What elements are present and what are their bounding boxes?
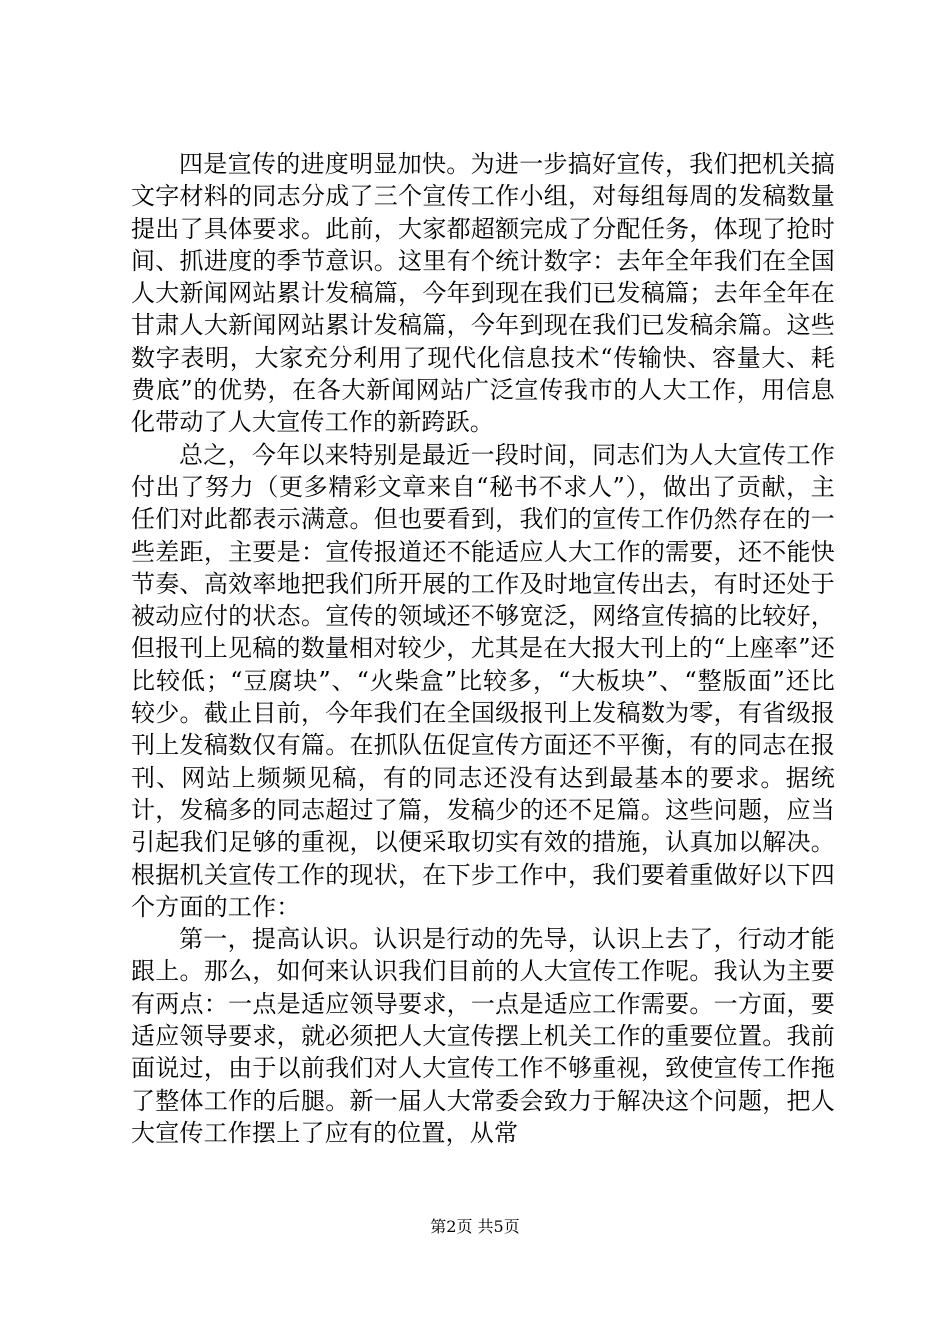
document-body <box>131 148 835 1149</box>
paragraph-summary: 总之，今年以来特别是最近一段时间，同志们为人大宣传工作付出了努力（更多精彩文章来自“秘书不求人”），做出了贡献，主任们对此都表示满意。但也要看到，我们的宣传工作仍然存在的一些差距，主要是：宣传报道还不能适应人大工作的需要，还不能快节奏、高效率地把我们所开展的工作及时地宣传出去，有时还处于被动应付的状态。宣传的领域还不够宽泛，网络宣传搞的比较好，但报刊上见稿的数量相对较少，尤其是在大报大刊上的“上座率”还比较低；“豆腐块”、“火柴盒”比较多，“大板块”、“整版面”还比较少。截止目前，今年我们在全国级报刊上发稿数为零，有省级报刊上发稿数仅有篇。在抓队伍促宣传方面还不平衡，有的同志在报刊、网站上频频见稿，有的同志还没有达到最基本的要求。据统计，发稿多的同志超过了篇，发稿少的还不足篇。这些问题，应当引起我们足够的重视，以便采取切实有效的措施，认真加以解决。根据机关宣传工作的现状，在下步工作中，我们要着重做好以下四个方面的工作： <box>131 440 835 921</box>
paragraph-first-point: 第一，提高认识。认识是行动的先导，认识上去了，行动才能跟上。那么，如何来认识我们目前的人大宣传工作呢。我认为主要有两点：一点是适应领导要求，一点是适应工作需要。一方面，要适应领导要求，就必须把人大宣传摆上机关工作的重要位置。我前面说过，由于以前我们对人大宣传工作不够重视，致使宣传工作拖了整体工作的后腿。新一届人大常委会致力于解决这个问题，把人大宣传工作摆上了应有的位置，从常 <box>131 925 835 1147</box>
page-number-footer: 第2页 共5页 <box>430 1217 520 1236</box>
paragraph-progress: 四是宣传的进度明显加快。为进一步搞好宣传，我们把机关搞文字材料的同志分成了三个宣传工作小组，对每组每周的发稿数量提出了具体要求。此前，大家都超额完成了分配任务，体现了抢时间、抓进度的季节意识。这里有个统计数字：去年全年我们在全国人大新闻网站累计发稿篇，今年到现在我们已发稿篇；去年全年在甘肃人大新闻网站累计发稿篇，今年到现在我们已发稿余篇。这些数字表明，大家充分利用了现代化信息技术“传输快、容量大、耗费底”的优势，在各大新闻网站广泛宣传我市的人大工作，用信息化带动了人大宣传工作的新跨跃。 <box>131 150 835 437</box>
